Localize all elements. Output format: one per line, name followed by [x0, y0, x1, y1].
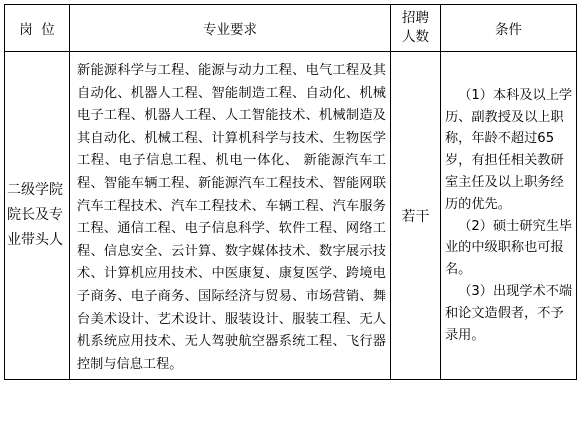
quota-cell: 若干: [391, 52, 441, 380]
condition-item-3: （3）出现学术不端和论文造假者，不予录用。: [445, 284, 573, 343]
recruitment-table: [4, 4, 577, 380]
header-conditions: 条件: [441, 5, 577, 52]
table-row: [5, 52, 577, 380]
header-position: 岗 位: [5, 5, 70, 52]
condition-item-2: （2）硕士研究生毕业的中级职称也可报名。: [445, 218, 573, 278]
requirements-cell: 新能源科学与工程、能源与动力工程、电气工程及其自动化、机器人工程、智能制造工程、自动化、机械电子工程、机器人工程、人工智能技术、机械制造及其自动化、机械工程、计算机科学与技术、生物医学工程、电子信息工程、机电一体化、 新能源汽车工程、智能车辆工程、新能源汽车工程技术、智能网联汽车工程技术、汽车工程技术、车辆工程、汽车服务工程、通信工程、电子信息科学、软件工程、网络工程、信息安全、云计算、数字媒体技术、数字展示技术、计算机应用技术、中医康复、康复医学、跨境电子商务、电子商务、国际经济与贸易、市场营销、舞台美术设计、艺术设计、服装设计、服装工程、无人机系统应用技术、无人驾驶航空器系统工程、飞行器控制与信息工程。: [70, 52, 391, 380]
recruitment-table-container: [4, 4, 577, 380]
position-cell: 二级学院院长及专业带头人: [5, 52, 70, 380]
conditions-cell: [441, 52, 577, 380]
header-quota: [391, 5, 441, 52]
header-quota-text: 招聘 人数: [402, 10, 429, 45]
table-header-row: [5, 5, 577, 52]
condition-item-1: （1）本科及以上学历、副教授及以上职称，年龄不超过65岁，有担任相关教研室主任及以上职务经历的优先。: [445, 87, 573, 212]
header-requirements: 专业要求: [70, 5, 391, 52]
